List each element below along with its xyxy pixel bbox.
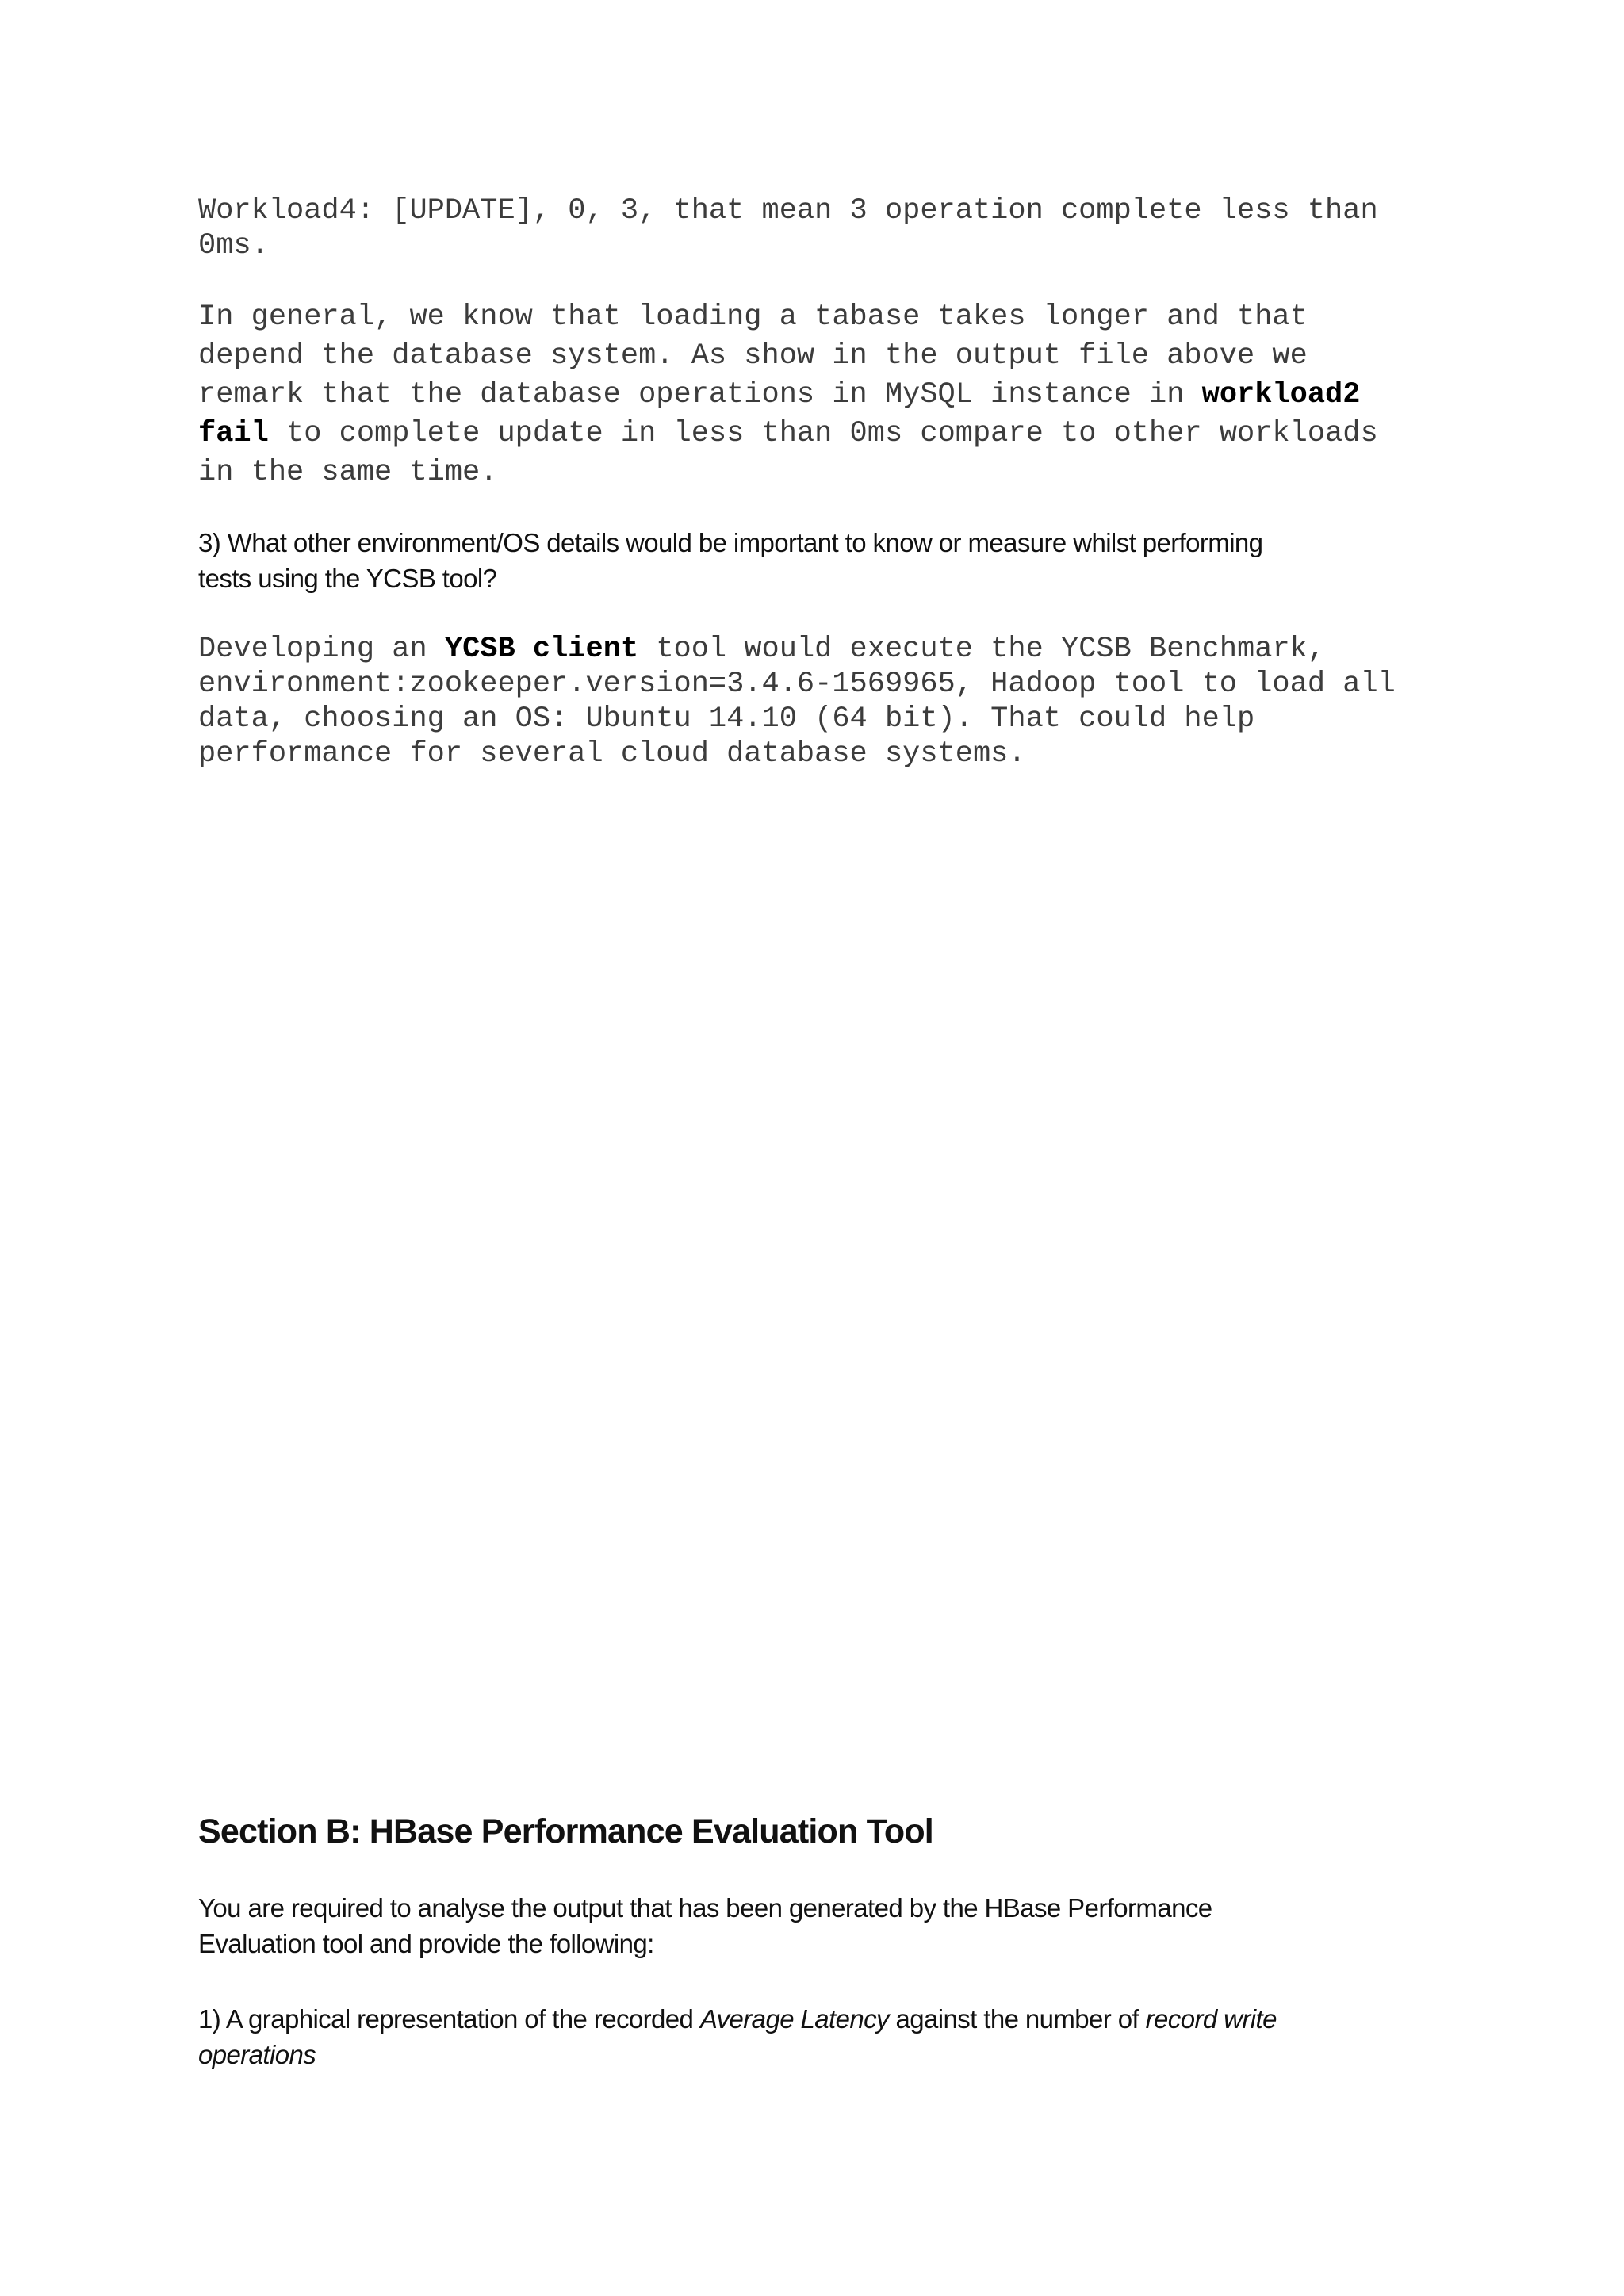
question-3 bbox=[198, 525, 1451, 596]
plain-text: tool would execute the YCSB Benchmark, bbox=[638, 633, 1326, 666]
plain-text: against the number of bbox=[888, 2004, 1146, 2034]
text-line: depend the database system. As show in the output file above we bbox=[198, 339, 1308, 373]
workload4-paragraph bbox=[198, 193, 1451, 263]
text-line: 3) What other environment/OS details would be important to know or measure whilst performing bbox=[198, 528, 1263, 557]
text-line bbox=[198, 2001, 1451, 2037]
plain-text: remark that the database operations in MySQL instance in bbox=[198, 378, 1202, 411]
section-b-heading: Section B: HBase Performance Evaluation Tool bbox=[198, 1812, 933, 1850]
text-line bbox=[198, 415, 1451, 453]
text-line: tests using the YCSB tool? bbox=[198, 564, 497, 593]
developing-paragraph bbox=[198, 632, 1451, 771]
text-line bbox=[198, 376, 1451, 415]
text-line: performance for several cloud database systems. bbox=[198, 737, 1026, 771]
text-line: 0ms. bbox=[198, 229, 269, 262]
text-line: In general, we know that loading a tabase takes longer and that bbox=[198, 300, 1308, 334]
text-line: data, choosing an OS: Ubuntu 14.10 (64 bit). That could help bbox=[198, 702, 1255, 736]
plain-text: to complete update in less than 0ms compare to other workloads bbox=[268, 417, 1378, 450]
section-b-intro bbox=[198, 1890, 1451, 1961]
plain-text: Developing an bbox=[198, 633, 445, 666]
text-line: You are required to analyse the output that has been generated by the HBase Performance bbox=[198, 1893, 1212, 1923]
plain-text: 1) A graphical representation of the recorded bbox=[198, 2004, 700, 2034]
text-line bbox=[198, 632, 1451, 667]
bold-term-workload2: workload2 bbox=[1201, 378, 1361, 411]
text-line: in the same time. bbox=[198, 456, 498, 489]
section-b-item-1 bbox=[198, 2001, 1451, 2072]
italic-term: operations bbox=[198, 2040, 316, 2069]
bold-term-ycsb-client: YCSB client bbox=[444, 633, 639, 666]
text-line: Workload4: [UPDATE], 0, 3, that mean 3 operation complete less than bbox=[198, 194, 1378, 228]
text-line: environment:zookeeper.version=3.4.6-1569965, Hadoop tool to load all bbox=[198, 668, 1396, 701]
italic-term: Average Latency bbox=[699, 2004, 889, 2034]
general-paragraph bbox=[198, 298, 1451, 492]
text-line bbox=[198, 2037, 1451, 2072]
italic-term: record write bbox=[1145, 2004, 1277, 2034]
text-line: Evaluation tool and provide the following: bbox=[198, 1929, 654, 1958]
bold-term-fail: fail bbox=[198, 417, 269, 450]
